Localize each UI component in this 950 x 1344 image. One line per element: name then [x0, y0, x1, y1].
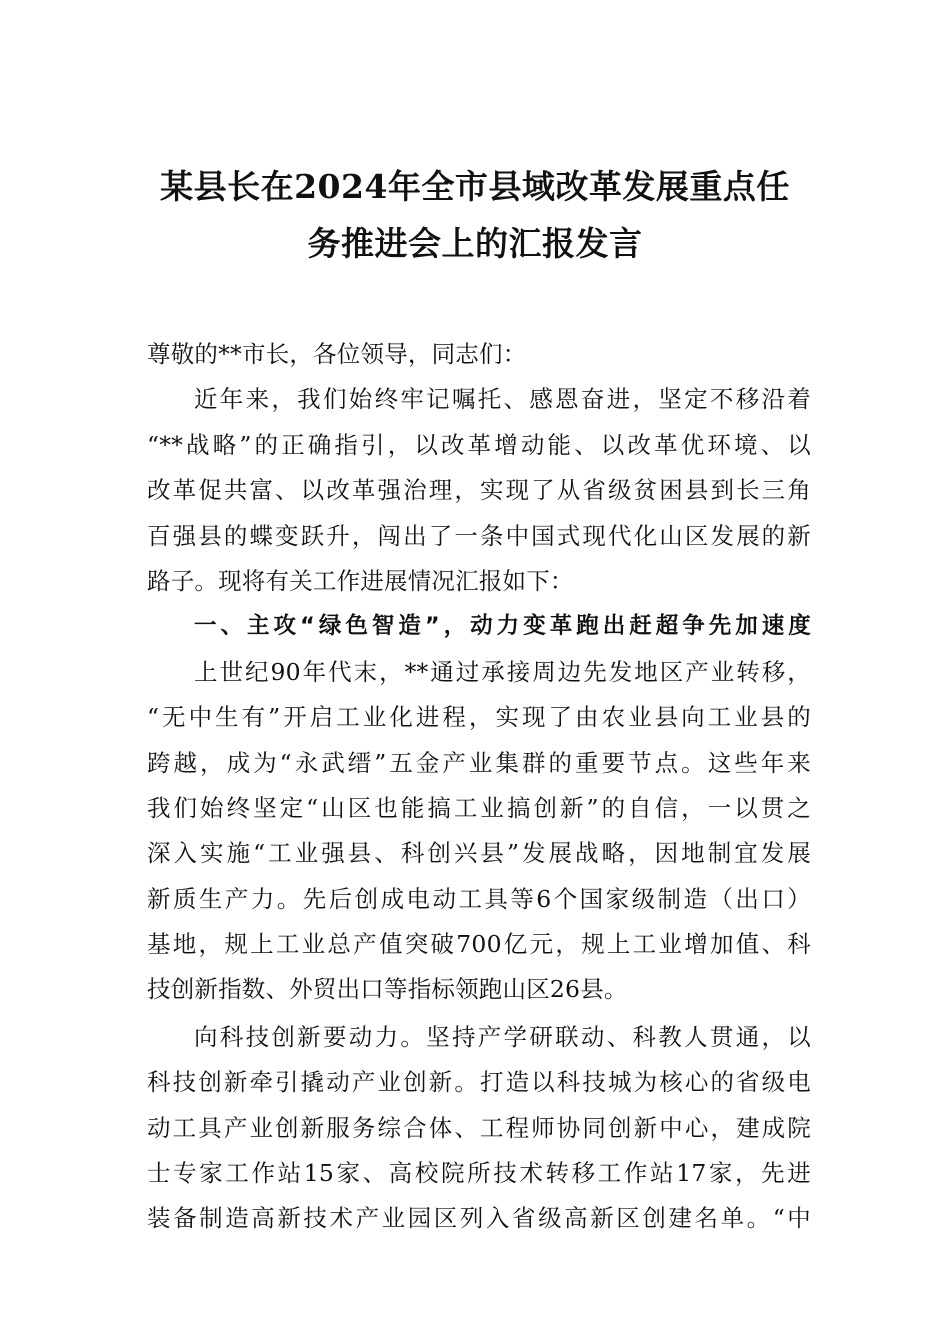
title-line-1: 某县长在2024年全市县域改革发展重点任: [160, 167, 790, 206]
paragraph-line: 向科技创新要动力。坚持产学研联动、科教人贯通，以: [194, 1022, 811, 1051]
paragraph-line: 近年来，我们始终牢记嘱托、感恩奋进，坚定不移沿着: [194, 385, 811, 414]
paragraph-line: 新质生产力。先后创成电动工具等6个国家级制造（出口）: [147, 884, 811, 913]
paragraph-line: 动工具产业创新服务综合体、工程师协同创新中心，建成院: [147, 1113, 811, 1142]
paragraph-line: 上世纪90年代末，**通过承接周边先发地区产业转移，: [194, 657, 811, 686]
greeting-line: 尊敬的**市长，各位领导，同志们：: [147, 340, 527, 368]
paragraph-line: 深入实施“工业强县、科创兴县”发展战略，因地制宜发展: [147, 839, 811, 868]
section-heading: 一、主攻“绿色智造”，动力变革跑出赶超争先加速度: [194, 613, 811, 640]
paragraph-line: 士专家工作站15家、高校院所技术转移工作站17家，先进: [147, 1159, 811, 1188]
paragraph-line: 技创新指数、外贸出口等指标领跑山区26县。: [147, 975, 628, 1004]
paragraph-line: 基地，规上工业总产值突破700亿元，规上工业增加值、科: [147, 930, 811, 959]
paragraph-line: 装备制造高新技术产业园区列入省级高新区创建名单。“中: [147, 1204, 811, 1233]
paragraph-line: 百强县的蝶变跃升，闯出了一条中国式现代化山区发展的新: [147, 521, 811, 550]
document-body: [147, 332, 811, 1242]
paragraph-line: 改革促共富、以改革强治理，实现了从省级贫困县到长三角: [147, 476, 811, 505]
document-title: [140, 158, 810, 272]
paragraph-line: 科技创新牵引撬动产业创新。打造以科技城为核心的省级电: [147, 1068, 811, 1097]
paragraph-line: “**战略”的正确指引，以改革增动能、以改革优环境、以: [147, 430, 811, 459]
paragraph-line: 我们始终坚定“山区也能搞工业搞创新”的自信，一以贯之: [147, 793, 811, 822]
paragraph-line: 路子。现将有关工作进展情况汇报如下：: [147, 566, 574, 595]
paragraph-line: “无中生有”开启工业化进程，实现了由农业县向工业县的: [147, 703, 811, 732]
title-line-2: 务推进会上的汇报发言: [307, 224, 643, 263]
paragraph-line: 跨越，成为“永武缙”五金产业集群的重要节点。这些年来: [147, 748, 811, 777]
